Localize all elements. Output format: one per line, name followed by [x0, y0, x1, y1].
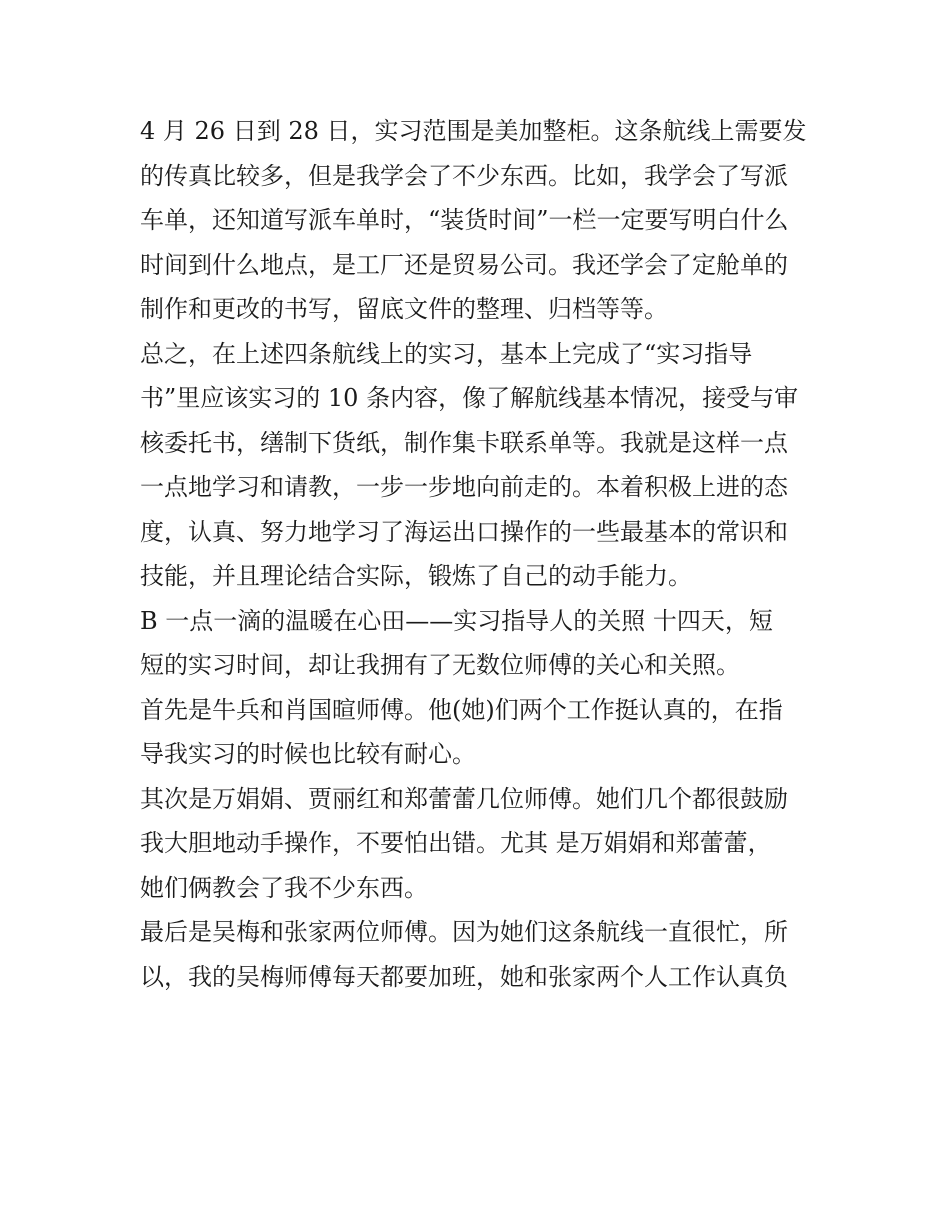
- text-line: 一点地学习和请教，一步一步地向前走的。本着积极上进的态: [140, 473, 788, 501]
- text-line: 车单，还知道写派车单时，“装货时间”一栏一定要写明白什么: [140, 206, 789, 234]
- text-line: 的传真比较多，但是我学会了不少东西。比如，我学会了写派: [140, 161, 788, 190]
- text-line: 她们俩教会了我不少东西。: [140, 873, 428, 902]
- text-line: 最后是吴梅和张家两位师傅。因为她们这条航线一直很忙，所: [140, 918, 788, 946]
- text-line: 短的实习时间，却让我拥有了无数位师傅的关心和关照。: [140, 651, 740, 679]
- text-line: 我大胆地动手操作，不要怕出错。尤其 是万娟娟和郑蕾蕾，: [140, 829, 772, 857]
- text-line: B 一点一滴的温暖在心田——实习指导人的关照 十四天，短: [140, 606, 773, 635]
- text-line: 技能，并且理论结合实际，锻炼了自己的动手能力。: [140, 562, 692, 590]
- text-line: 导我实习的时候也比较有耐心。: [140, 740, 476, 768]
- text-line: 以，我的吴梅师傅每天都要加班，她和张家两个人工作认真负: [140, 962, 788, 991]
- text-line: 书”里应该实习的 10 条内容，像了解航线基本情况，接受与审: [140, 384, 799, 412]
- text-line: 首先是牛兵和肖国暄师傅。他(她)们两个工作挺认真的，在指: [140, 695, 783, 724]
- text-line: 总之，在上述四条航线上的实习，基本上完成了“实习指导: [140, 339, 753, 368]
- text-line: 时间到什么地点，是工厂还是贸易公司。我还学会了定舱单的: [140, 250, 788, 279]
- text-line: 核委托书，缮制下货纸，制作集卡联系单等。我就是这样一点: [140, 428, 788, 457]
- text-line: 4 月 26 日到 28 日，实习范围是美加整柜。这条航线上需要发: [140, 117, 807, 145]
- text-line: 其次是万娟娟、贾丽红和郑蕾蕾几位师傅。她们几个都很鼓励: [140, 784, 788, 813]
- text-line: 制作和更改的书写，留底文件的整理、归档等等。: [140, 295, 668, 323]
- text-line: 度，认真、努力地学习了海运出口操作的一些最基本的常识和: [140, 517, 788, 546]
- body-text: [140, 109, 820, 999]
